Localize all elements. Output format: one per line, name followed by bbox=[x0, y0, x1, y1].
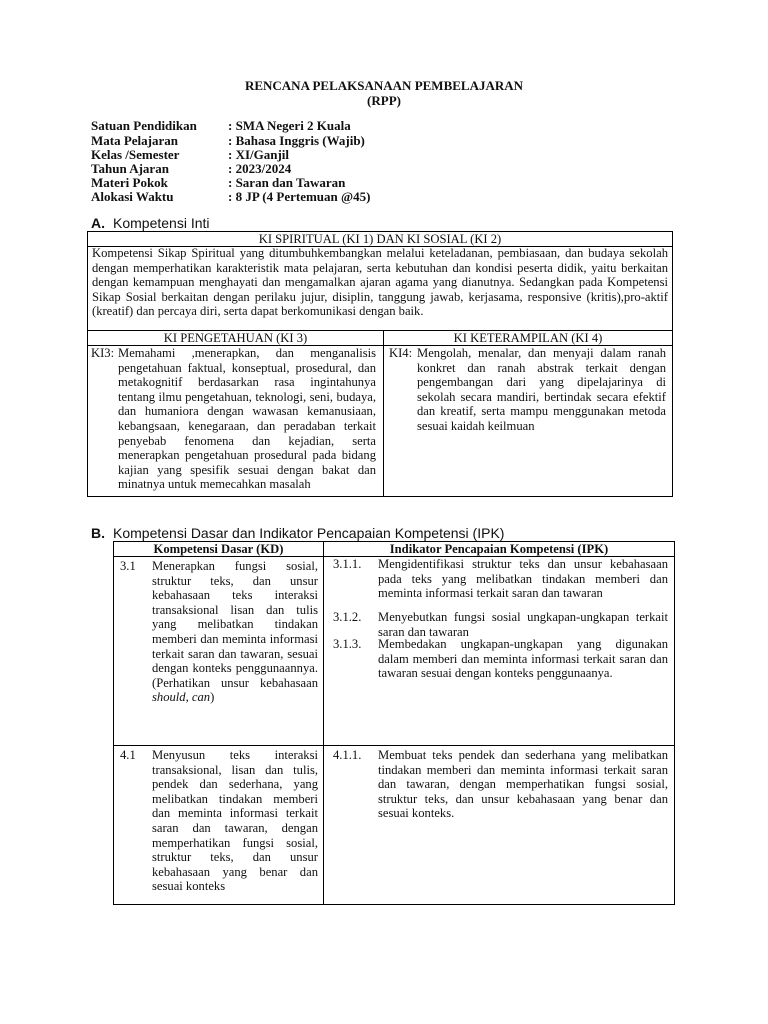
info-value-tahun: : 2023/2024 bbox=[228, 161, 292, 176]
ipk-text-4-1-1: Membuat teks pendek dan sederhana yang melibatkan tindakan memberi dan meminta informasi terkait saran dan tawaran, dengan memperhatikan fungsi sosial, struktur teks, dan unsur kebahasaan yang benar dan sesuai konteks. bbox=[378, 748, 668, 821]
kd-number-3-1: 3.1 bbox=[120, 559, 136, 573]
kd-column-header bbox=[113, 541, 324, 557]
ipk-number-3-1-3: 3.1.3. bbox=[333, 637, 362, 651]
ki-spiritual-text: Kompetensi Sikap Spiritual yang ditumbuhkembangkan melalui keteladanan, pembiasaan, dan budaya sekolah dengan memperhatikan karakteristik mata pelajaran, serta kebutuhan dan kondisi peserta didik, yaitu berkaitan dengan kemampuan menghayati dan mengamalkan ajaran agama yang dianutnya. Sedangkan pada Kompetensi Sikap Sosial berkaitan dengan perilaku jujur, disiplin, tanggung jawab, kerjasama, responsive (kritis),pro-aktif (kreatif) dan percaya diri, serta dapat berkomunikasi dengan baik. bbox=[92, 246, 668, 319]
info-label-materi: Materi Pokok bbox=[91, 175, 168, 190]
section-b-title: Kompetensi Dasar dan Indikator Pencapaian Kompetensi (IPK) bbox=[113, 525, 505, 541]
ki3-code: KI3: bbox=[91, 346, 115, 360]
info-label-kelas: Kelas /Semester bbox=[91, 147, 180, 162]
ki-spiritual-cell bbox=[87, 246, 673, 331]
info-label-satuan: Satuan Pendidikan bbox=[91, 118, 197, 133]
info-value-materi: : Saran dan Tawaran bbox=[228, 175, 346, 190]
info-value-alokasi: : 8 JP (4 Pertemuan @45) bbox=[228, 189, 371, 204]
section-b-heading bbox=[91, 526, 504, 541]
kd-text-3-1 bbox=[152, 559, 318, 705]
kd-column-header-label: Kompetensi Dasar (KD) bbox=[153, 542, 284, 556]
ipk-number-4-1-1: 4.1.1. bbox=[333, 748, 362, 762]
kd-text-3-1-close: ) bbox=[210, 690, 215, 705]
ipk-number-3-1-2: 3.1.2. bbox=[333, 610, 362, 624]
ipk-column-header-label: Indikator Pencapaian Kompetensi (IPK) bbox=[389, 542, 609, 556]
ki4-text: Mengolah, menalar, dan menyaji dalam ranah konkret dan ranah abstrak terkait dengan pengembangan dari yang dipelajarinya di sekolah secara mandiri, bertindak secara efektif dan kreatif, serta mampu menggunakan metoda sesuai kaidah keilmuan bbox=[417, 346, 666, 433]
kd-number-4-1: 4.1 bbox=[120, 748, 136, 762]
document-subtitle: (RPP) bbox=[367, 93, 401, 108]
section-a-title: Kompetensi Inti bbox=[113, 215, 210, 231]
ki3-text: Memahami ,menerapkan, dan menganalisis pengetahuan faktual, konseptual, prosedural, dan metakognitif berdasarkan rasa ingintahunya tentang ilmu pengetahuan, teknologi, seni, budaya, dan humaniora dengan wawasan kemanusiaan, kebangsaan, kenegaraan, dan peradaban terkait penyebab fenomena dan kejadian, serta menerapkan pengetahuan prosedural pada bidang kajian yang spesifik sesuai dengan bakat dan minatnya untuk memecahkan masalah bbox=[118, 346, 376, 492]
ipk-number-3-1-1: 3.1.1. bbox=[333, 557, 362, 571]
kd-cell-3-1 bbox=[113, 556, 324, 746]
info-value-mapel: : Bahasa Inggris (Wajib) bbox=[228, 133, 365, 148]
section-a-letter: A. bbox=[91, 215, 105, 231]
info-label-mapel: Mata Pelajaran bbox=[91, 133, 179, 148]
kd-text-3-1-italic: should, can bbox=[152, 690, 211, 705]
ki4-code: KI4: bbox=[389, 346, 413, 360]
section-b-letter: B. bbox=[91, 525, 105, 541]
ki3-header bbox=[87, 330, 384, 346]
info-label-tahun: Tahun Ajaran bbox=[91, 161, 169, 176]
ki4-cell bbox=[383, 345, 673, 497]
ki-spiritual-header bbox=[87, 231, 673, 247]
kd-text-4-1: Menyusun teks interaksi transaksional, lisan dan tulis, pendek dan sederhana, yang melibatkan tindakan memberi dan meminta informasi terkait saran dan tawaran, dengan memperhatikan fungsi sosial, struktur teks, dan unsur kebahasaan yang benar dan sesuai konteks bbox=[152, 748, 318, 894]
kd-text-3-1-body: Menerapkan fungsi sosial, struktur teks, dan unsur kebahasaan teks interaksi transaksional lisan dan tulis yang melibatkan tindakan memberi dan meminta informasi terkait saran dan tawaran, sesuai dengan konteks penggunaannya. (Perhatikan unsur kebahasaan bbox=[152, 559, 318, 690]
info-value-kelas: : XI/Ganjil bbox=[228, 147, 290, 162]
ki-spiritual-header-label: KI SPIRITUAL (KI 1) DAN KI SOSIAL (KI 2) bbox=[258, 232, 502, 246]
info-label-alokasi: Alokasi Waktu bbox=[91, 189, 174, 204]
ki4-header bbox=[383, 330, 673, 346]
ipk-text-3-1-3: Membedakan ungkapan-ungkapan yang digunakan dalam memberi dan meminta informasi terkait saran dan tawaran sesuai dengan konteks penggunaanya. bbox=[378, 637, 668, 681]
section-a-heading bbox=[91, 216, 210, 231]
ipk-text-3-1-1: Mengidentifikasi struktur teks dan unsur kebahasaan pada teks yang melibatkan tindakan memberi dan meminta informasi terkait saran dan tawaran bbox=[378, 557, 668, 601]
ipk-text-3-1-2: Menyebutkan fungsi sosial ungkapan-ungkapan terkait saran dan tawaran bbox=[378, 610, 668, 639]
ipk-column-header bbox=[323, 541, 675, 557]
kd-cell-4-1 bbox=[113, 745, 324, 905]
ipk-cell-3-1 bbox=[323, 556, 675, 746]
document-title: RENCANA PELAKSANAAN PEMBELAJARAN bbox=[244, 78, 524, 93]
info-value-satuan: : SMA Negeri 2 Kuala bbox=[228, 118, 351, 133]
ki3-cell bbox=[87, 345, 384, 497]
ki3-header-label: KI PENGETAHUAN (KI 3) bbox=[163, 331, 308, 345]
ki4-header-label: KI KETERAMPILAN (KI 4) bbox=[453, 331, 603, 345]
ipk-cell-4-1 bbox=[323, 745, 675, 905]
